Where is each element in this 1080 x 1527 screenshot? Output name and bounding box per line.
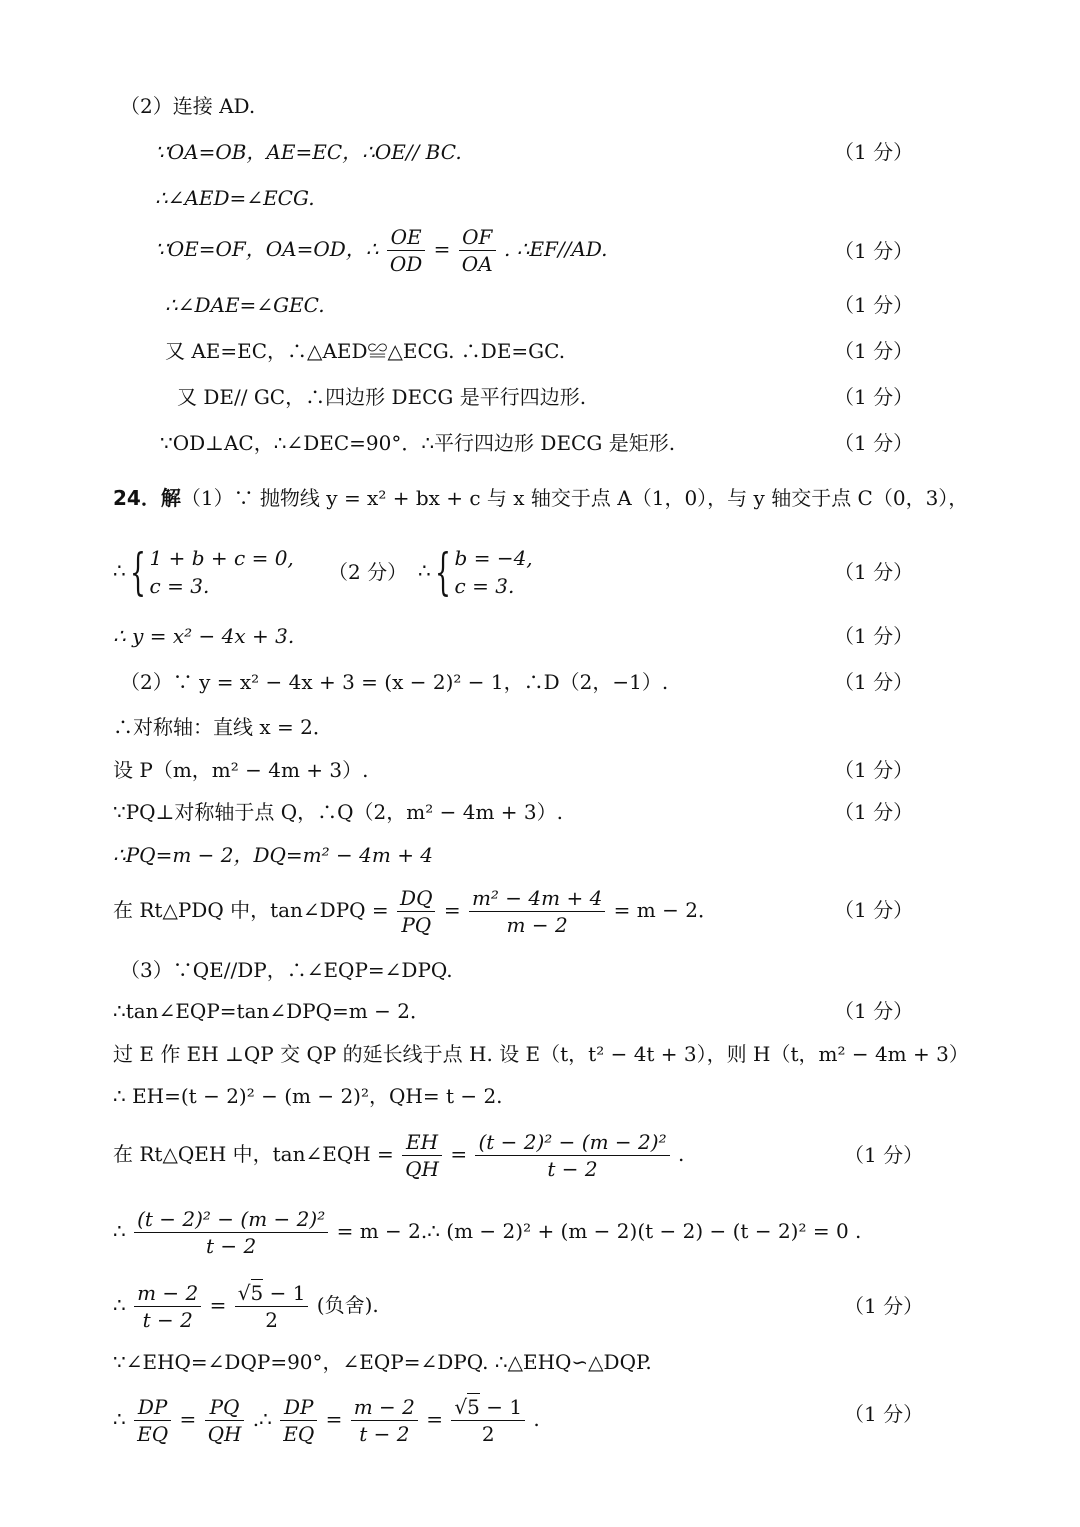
solution-line: ∴∠AED=∠ECG. xyxy=(155,186,315,210)
fraction: $\frac{EH}{QH}$ xyxy=(402,1129,442,1182)
solution-line: ∵OE=OF，OA=OD，∴ $\frac{OE}{OD}$ = $\frac{OF}{OA}$ . ∴EF//AD. xyxy=(155,225,608,276)
fraction: $\frac{OE}{OD}$ xyxy=(387,224,425,277)
score-mark: （1 分） xyxy=(834,431,914,455)
score-mark: （1 分） xyxy=(834,999,914,1023)
fraction: $\frac{OF}{OA}$ xyxy=(459,224,496,277)
solution-line: （3）∵QE//DP，∴∠EQP=∠DPQ. xyxy=(120,958,453,982)
solution-line: ∴ $\frac{DP}{EQ}$ = $\frac{PQ}{QH}$ .∴ $\frac{DP}{EQ}$ = $\frac{m - 2}{t - 2}$ = $\frac{√5 - 1}{2}$ . xyxy=(113,1395,540,1446)
solution-line: ∴对称轴：直线 x = 2． xyxy=(113,715,333,739)
score-mark: （1 分） xyxy=(834,560,914,584)
fraction: $\frac{\text{(t − 2)² − (m − 2)²}}{t - 2}$ xyxy=(475,1129,669,1182)
solution-line: 又 AE=EC，∴△AED≌△ECG. ∴DE=GC. xyxy=(165,339,566,363)
brace-icon: { xyxy=(434,543,451,601)
score-mark: （1 分） xyxy=(834,293,914,317)
score-mark: （1 分） xyxy=(844,1143,924,1167)
score-mark: （1 分） xyxy=(834,239,914,263)
score-mark: （1 分） xyxy=(834,758,914,782)
solve-label: 解 xyxy=(160,486,181,510)
fraction: $\frac{PQ}{QH}$ xyxy=(205,1394,245,1447)
fraction: $\frac{m - 2}{t - 2}$ xyxy=(134,1280,201,1333)
score-mark: （1 分） xyxy=(834,624,914,648)
fraction: $\frac{DP}{EQ}$ xyxy=(280,1394,317,1447)
solution-line: ∴tan∠EQP=tan∠DPQ=m − 2． xyxy=(113,999,430,1023)
fraction: $\frac{\text{(t − 2)² − (m − 2)²}}{t - 2}$ xyxy=(134,1206,328,1259)
fraction: $\frac{√5 - 1}{2}$ xyxy=(235,1280,309,1333)
solution-line: （2）∵ y = x² − 4x + 3 = (x − 2)² − 1，∴D（2，−1）. xyxy=(120,670,669,694)
equation-system-line: ∴{ b = −4, c = 3. xyxy=(418,543,533,601)
solution-line: ∴ $\frac{\text{(t − 2)² − (m − 2)²}}{t - 2}$ = m − 2.∴ (m − 2)² + (m − 2)(t − 2) − (t − 2)² = 0 . xyxy=(113,1207,862,1258)
score-mark: （1 分） xyxy=(834,898,914,922)
solution-line: ∴ y = x² − 4x + 3. xyxy=(113,624,295,648)
score-mark: （1 分） xyxy=(834,385,914,409)
fraction: $\frac{DP}{EQ}$ xyxy=(134,1394,171,1447)
solution-line: 又 DE// GC，∴四边形 DECG 是平行四边形. xyxy=(177,385,587,409)
fraction: $\frac{√5 - 1}{2}$ xyxy=(451,1394,525,1447)
equation-system: 1 + b + c = 0, c = 3. xyxy=(149,546,294,598)
solution-line: ∵PQ⊥对称轴于点 Q，∴Q（2，m² − 4m + 3）. xyxy=(113,800,563,824)
score-mark: （1 分） xyxy=(834,800,914,824)
equation-system-line: ∴{ 1 + b + c = 0, c = 3. xyxy=(113,543,294,601)
solution-line: 在 Rt△QEH 中，tan∠EQH = $\frac{EH}{QH}$ = $\frac{\text{(t − 2)² − (m − 2)²}}{t - 2}$ . xyxy=(113,1130,685,1181)
score-mark: （1 分） xyxy=(844,1294,924,1318)
solution-line: 在 Rt△PDQ 中，tan∠DPQ = $\frac{DQ}{PQ}$ = $\frac{\text{m² − 4m + 4}}{m - 2}$ = m − 2． xyxy=(113,886,718,937)
score-mark: （1 分） xyxy=(844,1402,924,1426)
fraction: $\frac{m - 2}{t - 2}$ xyxy=(351,1394,418,1447)
solution-line: （2）连接 AD. xyxy=(120,94,256,118)
solution-line: ∵OD⊥AC，∴∠DEC=90°．∴平行四边形 DECG 是矩形. xyxy=(160,431,676,455)
brace-icon: { xyxy=(129,543,146,601)
fraction: $\frac{\text{m² − 4m + 4}}{m - 2}$ xyxy=(469,885,605,938)
score-mark: （1 分） xyxy=(834,670,914,694)
equation-system: b = −4, c = 3. xyxy=(454,546,533,598)
solution-line: ∴ EH=(t − 2)² − (m − 2)²，QH= t − 2. xyxy=(113,1084,503,1108)
score-mark: （1 分） xyxy=(834,339,914,363)
score-mark: （2 分） xyxy=(328,560,408,584)
solution-line: 过 E 作 EH ⊥QP 交 QP 的延长线于点 H. 设 E（t，t² − 4t + 3），则 H（t，m² − 4m + 3） xyxy=(113,1042,969,1066)
score-mark: （1 分） xyxy=(834,140,914,164)
solution-line: ∵OA=OB，AE=EC，∴OE// BC. xyxy=(155,140,462,164)
solution-line: ∴ $\frac{m - 2}{t - 2}$ = $\frac{√5 - 1}{2}$ (负舍). xyxy=(113,1281,379,1332)
solution-line: ∵∠EHQ=∠DQP=90°，∠EQP=∠DPQ. ∴△EHQ∽△DQP. xyxy=(113,1350,652,1374)
question-number: 24． xyxy=(113,486,161,510)
fraction: $\frac{DQ}{PQ}$ xyxy=(397,885,435,938)
question-heading: 24．解（1）∵ 抛物线 y = x² + bx + c 与 x 轴交于点 A（1，0），与 y 轴交于点 C（0，3）， xyxy=(113,486,969,510)
solution-line: 设 P（m，m² − 4m + 3）. xyxy=(113,758,369,782)
solution-line: ∴∠DAE=∠GEC. xyxy=(165,293,325,317)
solution-line: ∴PQ=m − 2，DQ=m² − 4m + 4 xyxy=(113,843,434,867)
